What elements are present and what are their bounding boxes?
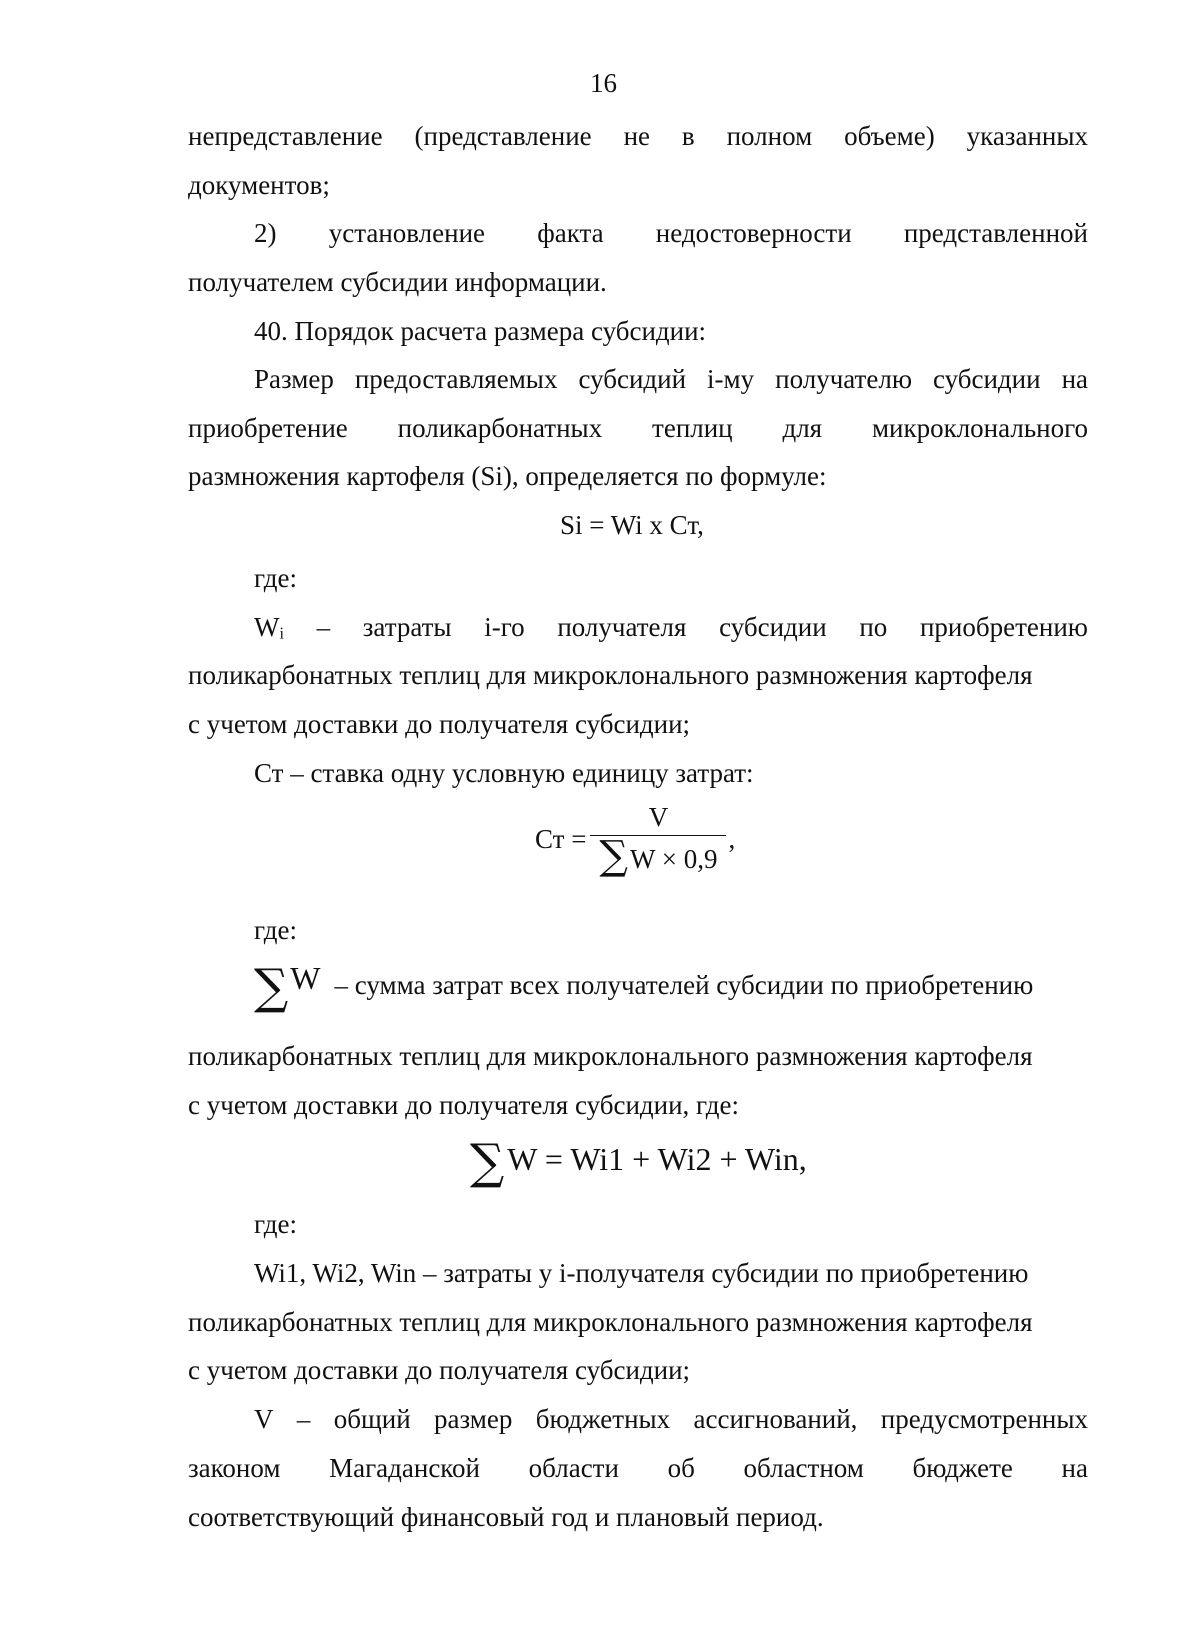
word: приобретению xyxy=(919,612,1088,642)
word: на xyxy=(1061,364,1088,394)
where-label: где: xyxy=(254,915,297,945)
word: 2) xyxy=(254,218,277,248)
word: не xyxy=(623,121,650,151)
sigma-symbol: ∑ xyxy=(599,832,628,879)
formula-ct-numerator: V xyxy=(648,802,669,832)
def-ct: Ст – ставка одну условную единицу затрат: xyxy=(254,758,754,788)
para2-line2: получателем субсидии информации. xyxy=(188,267,607,297)
formula-sumw xyxy=(470,1134,807,1190)
word: представленной xyxy=(903,218,1088,248)
word: размер xyxy=(434,1404,513,1434)
def-v-line1 xyxy=(254,1406,1088,1433)
word: в xyxy=(681,121,695,151)
section-heading: 40. Порядок расчета размера субсидии: xyxy=(254,316,707,346)
def-v-line2 xyxy=(188,1455,1088,1482)
word: предоставляемых xyxy=(354,364,558,394)
def-wi12n-line2: поликарбонатных теплиц для микроклонального размножения картофеля xyxy=(188,1307,1033,1337)
where-label: где: xyxy=(254,1209,297,1239)
word: приобретение xyxy=(188,413,348,443)
word: получателя xyxy=(557,612,687,642)
para4-line3: размножения картофеля (Si), определяется по формуле: xyxy=(188,461,827,491)
word: микроклонального xyxy=(871,413,1088,443)
para4-line1 xyxy=(254,366,1088,393)
formula-ct-fraction xyxy=(590,802,726,879)
para1-line2: документов; xyxy=(188,170,330,200)
word: области xyxy=(528,1453,619,1483)
word: полном xyxy=(726,121,813,151)
para4-line2 xyxy=(188,415,1088,442)
formula-ct xyxy=(535,802,736,879)
word: – xyxy=(296,1404,311,1434)
formula-ct-denominator: W × 0,9 xyxy=(629,843,718,874)
word: субсидий xyxy=(578,364,687,394)
word: общий xyxy=(333,1404,411,1434)
page-number: 16 xyxy=(590,68,617,98)
para2-line1 xyxy=(254,220,1088,247)
word: на xyxy=(1061,1453,1088,1483)
word: непредставление xyxy=(188,121,383,151)
word: предусмотренных xyxy=(880,1404,1088,1434)
word: Размер xyxy=(254,364,334,394)
word: областном xyxy=(743,1453,864,1483)
word: объеме) xyxy=(844,121,935,151)
word: для xyxy=(782,413,823,443)
word: Wᵢ xyxy=(254,612,284,642)
word: получателю xyxy=(775,364,912,394)
word: бюджетных xyxy=(535,1404,671,1434)
def-sumw-line1 xyxy=(254,959,1088,1015)
word: ассигнований, xyxy=(693,1404,858,1434)
word: факта xyxy=(537,218,604,248)
formula-ct-lhs: Ст = xyxy=(535,823,587,854)
word: (представление xyxy=(414,121,592,151)
word: i-го xyxy=(484,612,525,642)
word: установление xyxy=(328,218,485,248)
word: бюджете xyxy=(912,1453,1013,1483)
word: указанных xyxy=(966,121,1088,151)
def-wi-line1 xyxy=(254,614,1088,641)
sum-w-symbol: W xyxy=(290,960,321,996)
sigma-symbol: ∑ xyxy=(470,1134,505,1190)
def-sumw-line3: с учетом доставки до получателя субсидии, где: xyxy=(188,1090,740,1120)
def-sumw-text: – сумма затрат всех получателей субсидии по приобретению xyxy=(334,970,1034,1000)
formula-si: Si = Wi x Ст, xyxy=(560,510,704,540)
def-wi12n-line3: с учетом доставки до получателя субсидии; xyxy=(188,1355,691,1385)
def-v-line3: соответствующий финансовый год и плановый период. xyxy=(188,1502,824,1532)
word: – xyxy=(316,612,331,642)
def-wi12n-line1: Wi1, Wi2, Win – затраты у i-получателя субсидии по приобретению xyxy=(254,1258,1029,1288)
word: V xyxy=(254,1404,274,1434)
where-label: где: xyxy=(254,563,297,593)
def-sumw-line2: поликарбонатных теплиц для микроклонального размножения картофеля xyxy=(188,1041,1033,1071)
para1-line1 xyxy=(188,123,1088,150)
word: i-му xyxy=(707,364,755,394)
sigma-symbol: ∑ xyxy=(254,959,289,1015)
word: субсидии xyxy=(932,364,1041,394)
word: недостоверности xyxy=(655,218,852,248)
def-wi-line3: с учетом доставки до получателя субсидии; xyxy=(188,709,691,739)
word: затраты xyxy=(362,612,452,642)
word: Магаданской xyxy=(329,1453,480,1483)
word: об xyxy=(667,1453,695,1483)
def-wi-line2: поликарбонатных теплиц для микроклонального размножения картофеля xyxy=(188,660,1033,690)
formula-ct-trail: , xyxy=(728,823,736,854)
formula-sumw-expr: W = Wi1 + Wi2 + Win, xyxy=(507,1141,807,1177)
word: законом xyxy=(188,1453,281,1483)
word: теплиц xyxy=(652,413,733,443)
word: поликарбонатных xyxy=(397,413,603,443)
word: субсидии xyxy=(719,612,827,642)
formula-ct-denominator-row xyxy=(599,832,718,879)
word: по xyxy=(859,612,888,642)
